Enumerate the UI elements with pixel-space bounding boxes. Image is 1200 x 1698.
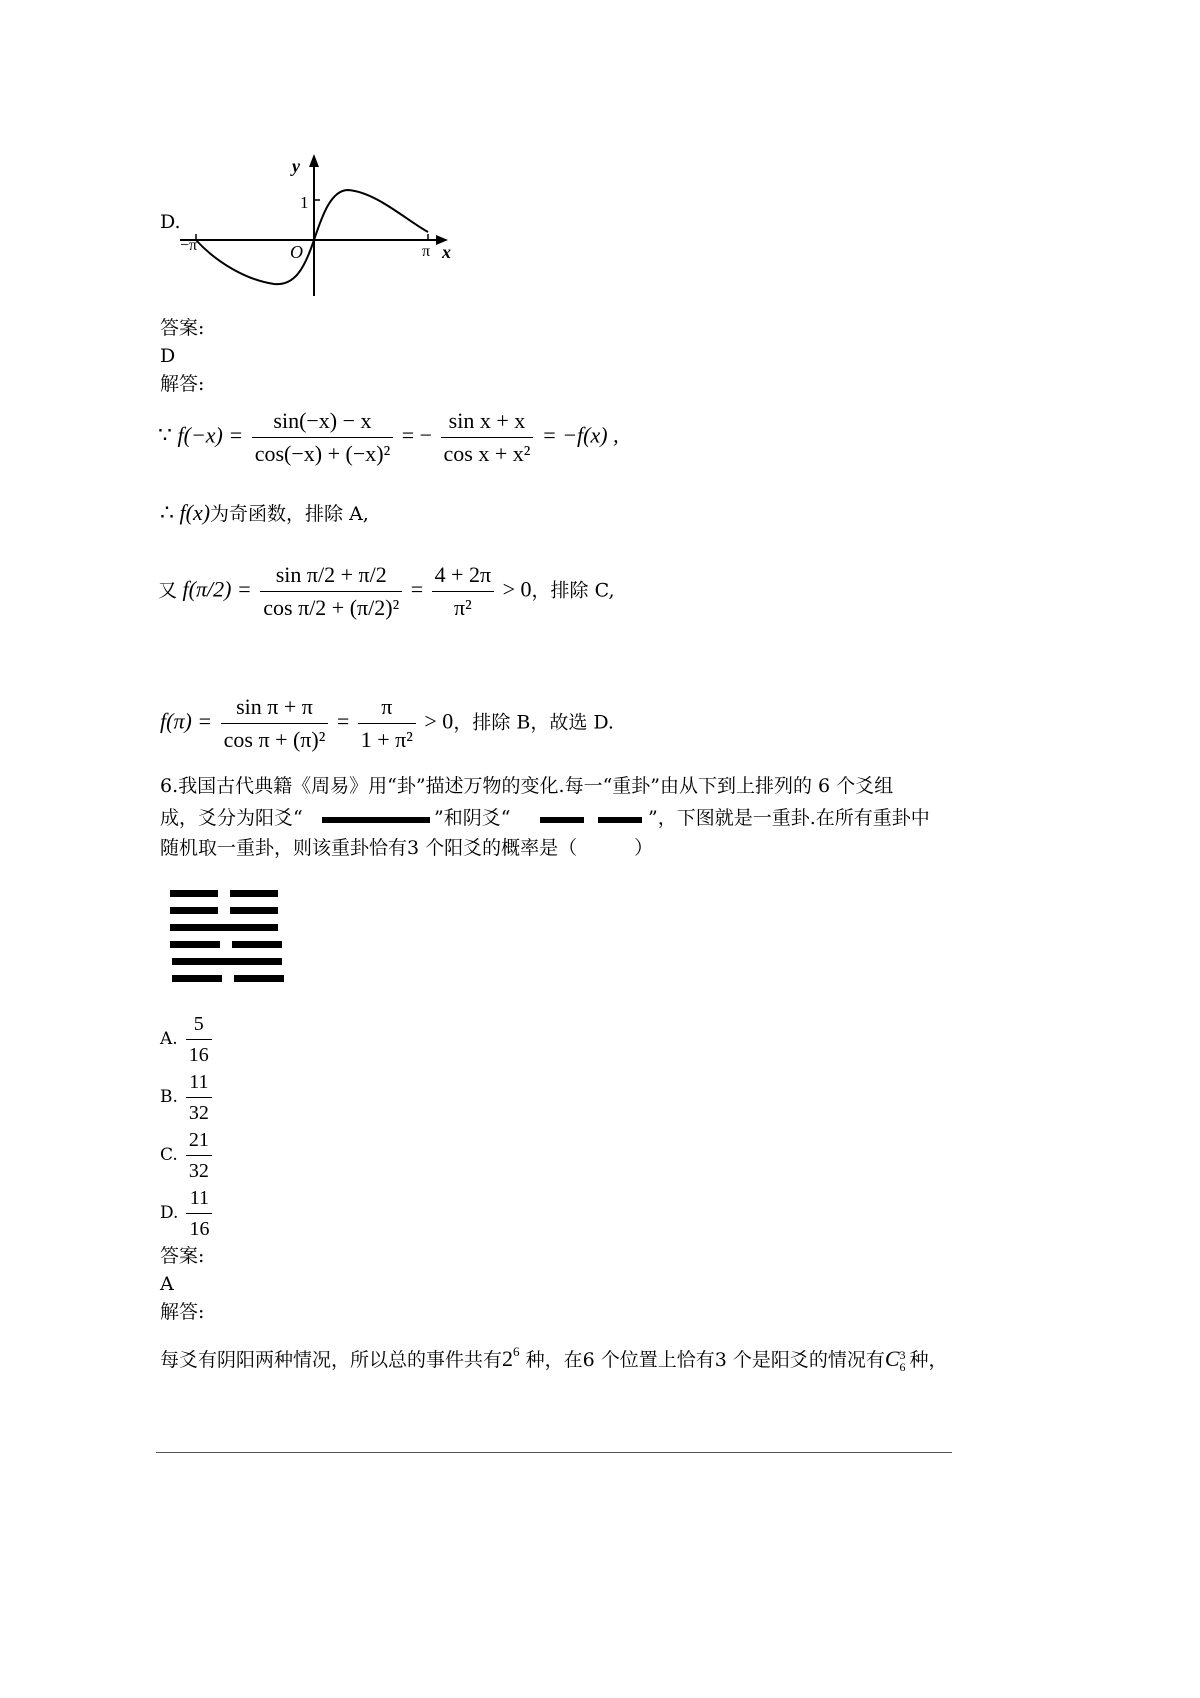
q5-answer-heading: 答案:	[160, 317, 205, 339]
hexagram-line-2-left	[170, 907, 218, 914]
yang-line-symbol	[322, 817, 430, 823]
hexagram-line-4-right	[232, 941, 282, 948]
hexagram-line-4-left	[170, 941, 220, 948]
q6-solution-heading: 解答:	[160, 1301, 205, 1323]
q5-solution-line4: f(π) = $\frac{\text{sin π + π}}{\text{cos π + (π)²}}$ = $\frac{\pi}{\text{1 + π²}}$ > 0，排除 B，故选 D.	[160, 694, 614, 752]
q6-stem-line3: 随机取一重卦，则该重卦恰有3 个阳爻的概率是（ ）	[160, 837, 654, 859]
hexagram-line-1-right	[230, 890, 278, 897]
hexagram-line-5	[172, 958, 282, 965]
hexagram-line-6-right	[234, 975, 284, 982]
neg-pi-label: −π	[180, 237, 198, 254]
pi-label: π	[422, 243, 431, 260]
q6-stem-line2b: ”和阴爻“	[434, 807, 511, 829]
one-label: 1	[300, 193, 309, 212]
hexagram-line-2-right	[230, 907, 278, 914]
yin-line-symbol-right	[598, 817, 642, 823]
q5-solution-line3: 又 f(π/2) = $\frac{\text{sin π/2 + π/2}}{\text{cos π/2 + (π/2)²}}$ = $\frac{4 + 2\pi}{\text{π²}}$ > 0，排除 C,	[158, 562, 615, 620]
hexagram-line-3	[170, 924, 278, 931]
q6-stem-line1: 6.我国古代典籍《周易》用“卦”描述万物的变化.每一“重卦”由从下到上排列的 6 个爻组	[160, 775, 894, 797]
q6-stem-line2a: 成，爻分为阳爻“	[160, 807, 303, 829]
curve	[196, 190, 431, 284]
q6-stem-line2c: ”，下图就是一重卦.在所有重卦中	[648, 807, 930, 829]
q5-answer: D	[160, 345, 176, 367]
y-label: y	[292, 156, 300, 176]
option-a: A. $\frac{5}{16}$	[160, 1012, 215, 1067]
function-graph	[176, 150, 472, 302]
x-label: x	[442, 242, 451, 262]
q6-solution-line: 每爻有阴阳两种情况，所以总的事件共有$2^6$ 种，在6 个位置上恰有3 个是阳爻的情况有C 3 6 种，	[160, 1344, 948, 1374]
hexagram-line-6-left	[172, 975, 222, 982]
option-c: C. $\frac{21}{32}$	[160, 1128, 215, 1183]
option-b: B. $\frac{11}{32}$	[160, 1070, 215, 1125]
y-axis-arrow	[309, 154, 319, 167]
q6-answer-heading: 答案:	[160, 1245, 205, 1267]
option-d: D. $\frac{11}{16}$	[160, 1186, 215, 1241]
option-d-label: D.	[160, 211, 181, 233]
q6-answer: A	[160, 1273, 174, 1295]
hexagram-line-1-left	[170, 890, 218, 897]
yin-line-symbol-left	[540, 817, 584, 823]
origin-label: O	[290, 242, 303, 262]
hexagram	[170, 890, 282, 982]
footer-divider	[156, 1452, 952, 1453]
q5-solution-line1: ∵ f(−x) = $\frac{\sin(-x) - x}{\text{cos(−x) + (−x)²}}$ = − $\frac{\text{sin x + x}}{\text{cos x + x²}}$ = −f(x) ,	[158, 408, 619, 466]
q5-solution-heading: 解答:	[160, 373, 205, 395]
q5-solution-line2: ∴ f(x)为奇函数，排除 A,	[160, 500, 369, 525]
